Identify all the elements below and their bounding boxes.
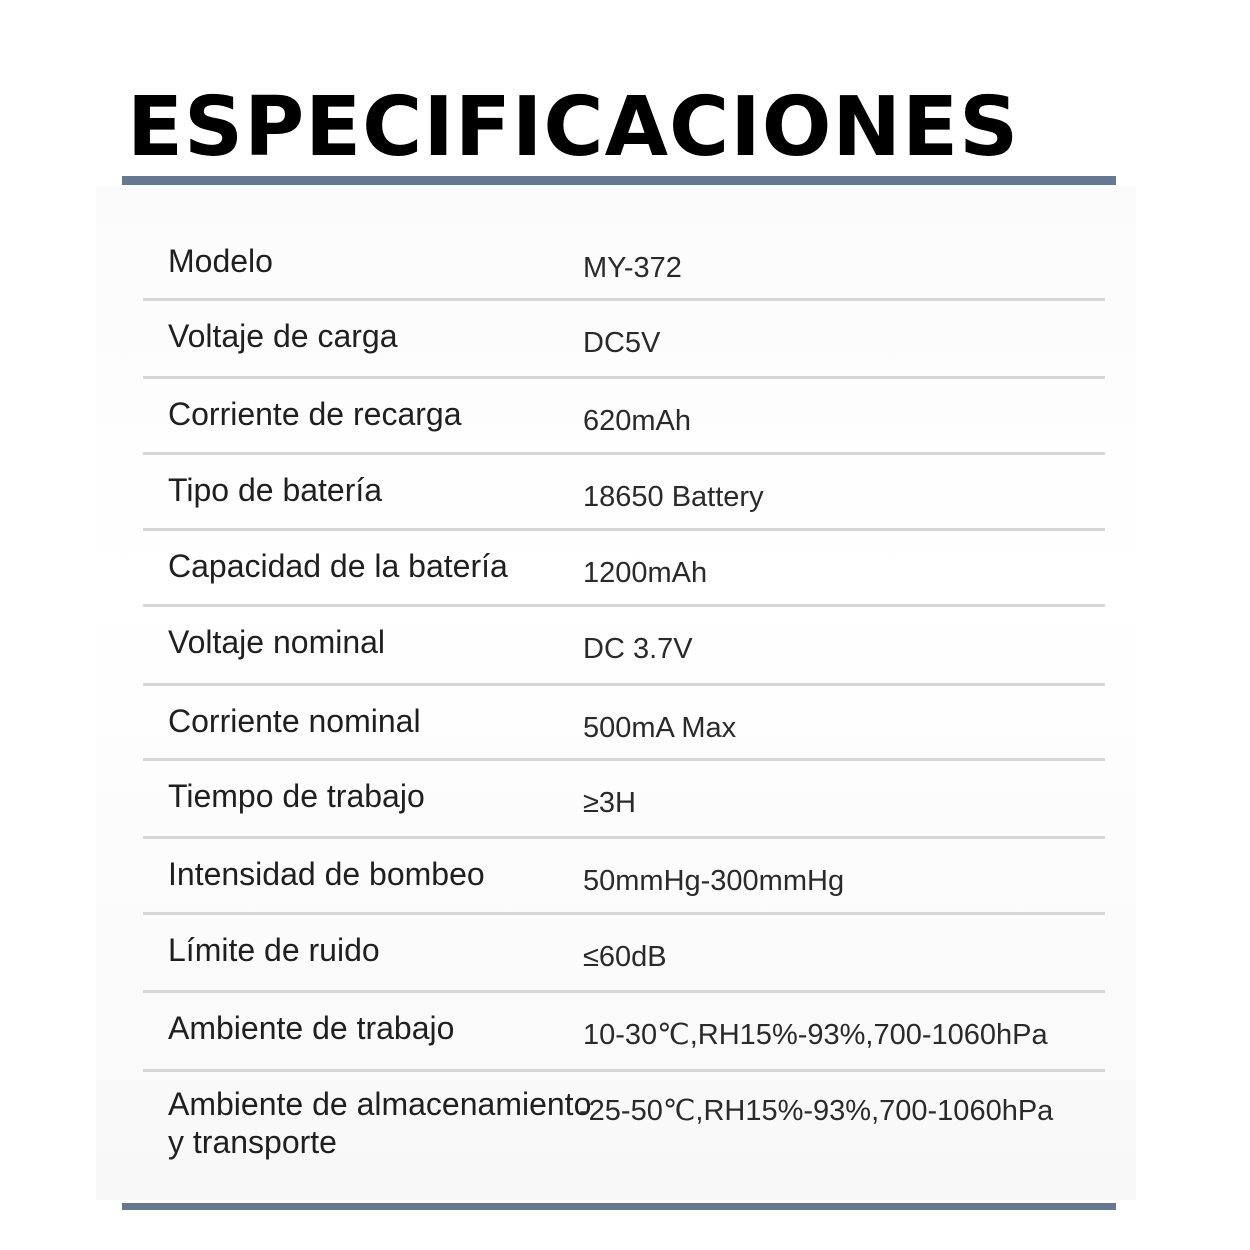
spec-label: Tiempo de trabajo	[168, 778, 425, 814]
spec-value: 10-30℃,RH15%-93%,700-1060hPa	[583, 1019, 1048, 1051]
spec-value: DC 3.7V	[583, 633, 693, 665]
page-title: ESPECIFICACIONES	[127, 80, 1020, 175]
bottom-accent-bar	[122, 1203, 1116, 1210]
spec-label: Corriente nominal	[168, 703, 421, 739]
spec-row-tiempo-de-trabajo	[143, 764, 1105, 839]
spec-row-limite-de-ruido	[143, 918, 1105, 993]
spec-label: Ambiente de trabajo	[168, 1010, 455, 1046]
spec-value: 50mmHg-300mmHg	[583, 865, 845, 897]
spec-value: MY-372	[583, 252, 682, 284]
spec-label: Intensidad de bombeo	[168, 856, 485, 892]
spec-value: 620mAh	[583, 405, 692, 437]
spec-row-voltaje-nominal	[143, 610, 1105, 686]
spec-row-ambiente-de-trabajo	[143, 996, 1105, 1072]
spec-value: 500mA Max	[583, 712, 737, 744]
spec-label: Corriente de recarga	[168, 396, 462, 432]
spec-label: Voltaje de carga	[168, 318, 398, 354]
spec-label: Ambiente de almacenamiento y transporte	[168, 1086, 592, 1160]
spec-row-tipo-de-bateria	[143, 458, 1105, 531]
spec-value: ≥3H	[583, 787, 636, 819]
spec-row-intensidad-de-bombeo	[143, 842, 1105, 915]
spec-label: Capacidad de la batería	[168, 548, 508, 584]
spec-row-modelo	[143, 229, 1105, 301]
spec-value: -25-50℃,RH15%-93%,700-1060hPa	[579, 1095, 1054, 1127]
spec-value: 18650 Battery	[583, 481, 764, 513]
spec-label: Tipo de batería	[168, 472, 383, 508]
spec-row-ambiente-de-almacenamiento	[143, 1072, 1105, 1182]
spec-label: Voltaje nominal	[168, 624, 386, 660]
spec-row-voltaje-de-carga	[143, 304, 1105, 379]
spec-row-corriente-de-recarga	[143, 382, 1105, 455]
spec-row-corriente-nominal	[143, 689, 1105, 761]
spec-label: Modelo	[168, 243, 273, 279]
spec-value: 1200mAh	[583, 557, 708, 589]
top-accent-bar	[122, 176, 1116, 185]
spec-value: DC5V	[583, 327, 661, 359]
spec-row-capacidad-de-la-bateria	[143, 534, 1105, 607]
spec-label: Límite de ruido	[168, 932, 380, 968]
spec-value: ≤60dB	[583, 941, 667, 973]
